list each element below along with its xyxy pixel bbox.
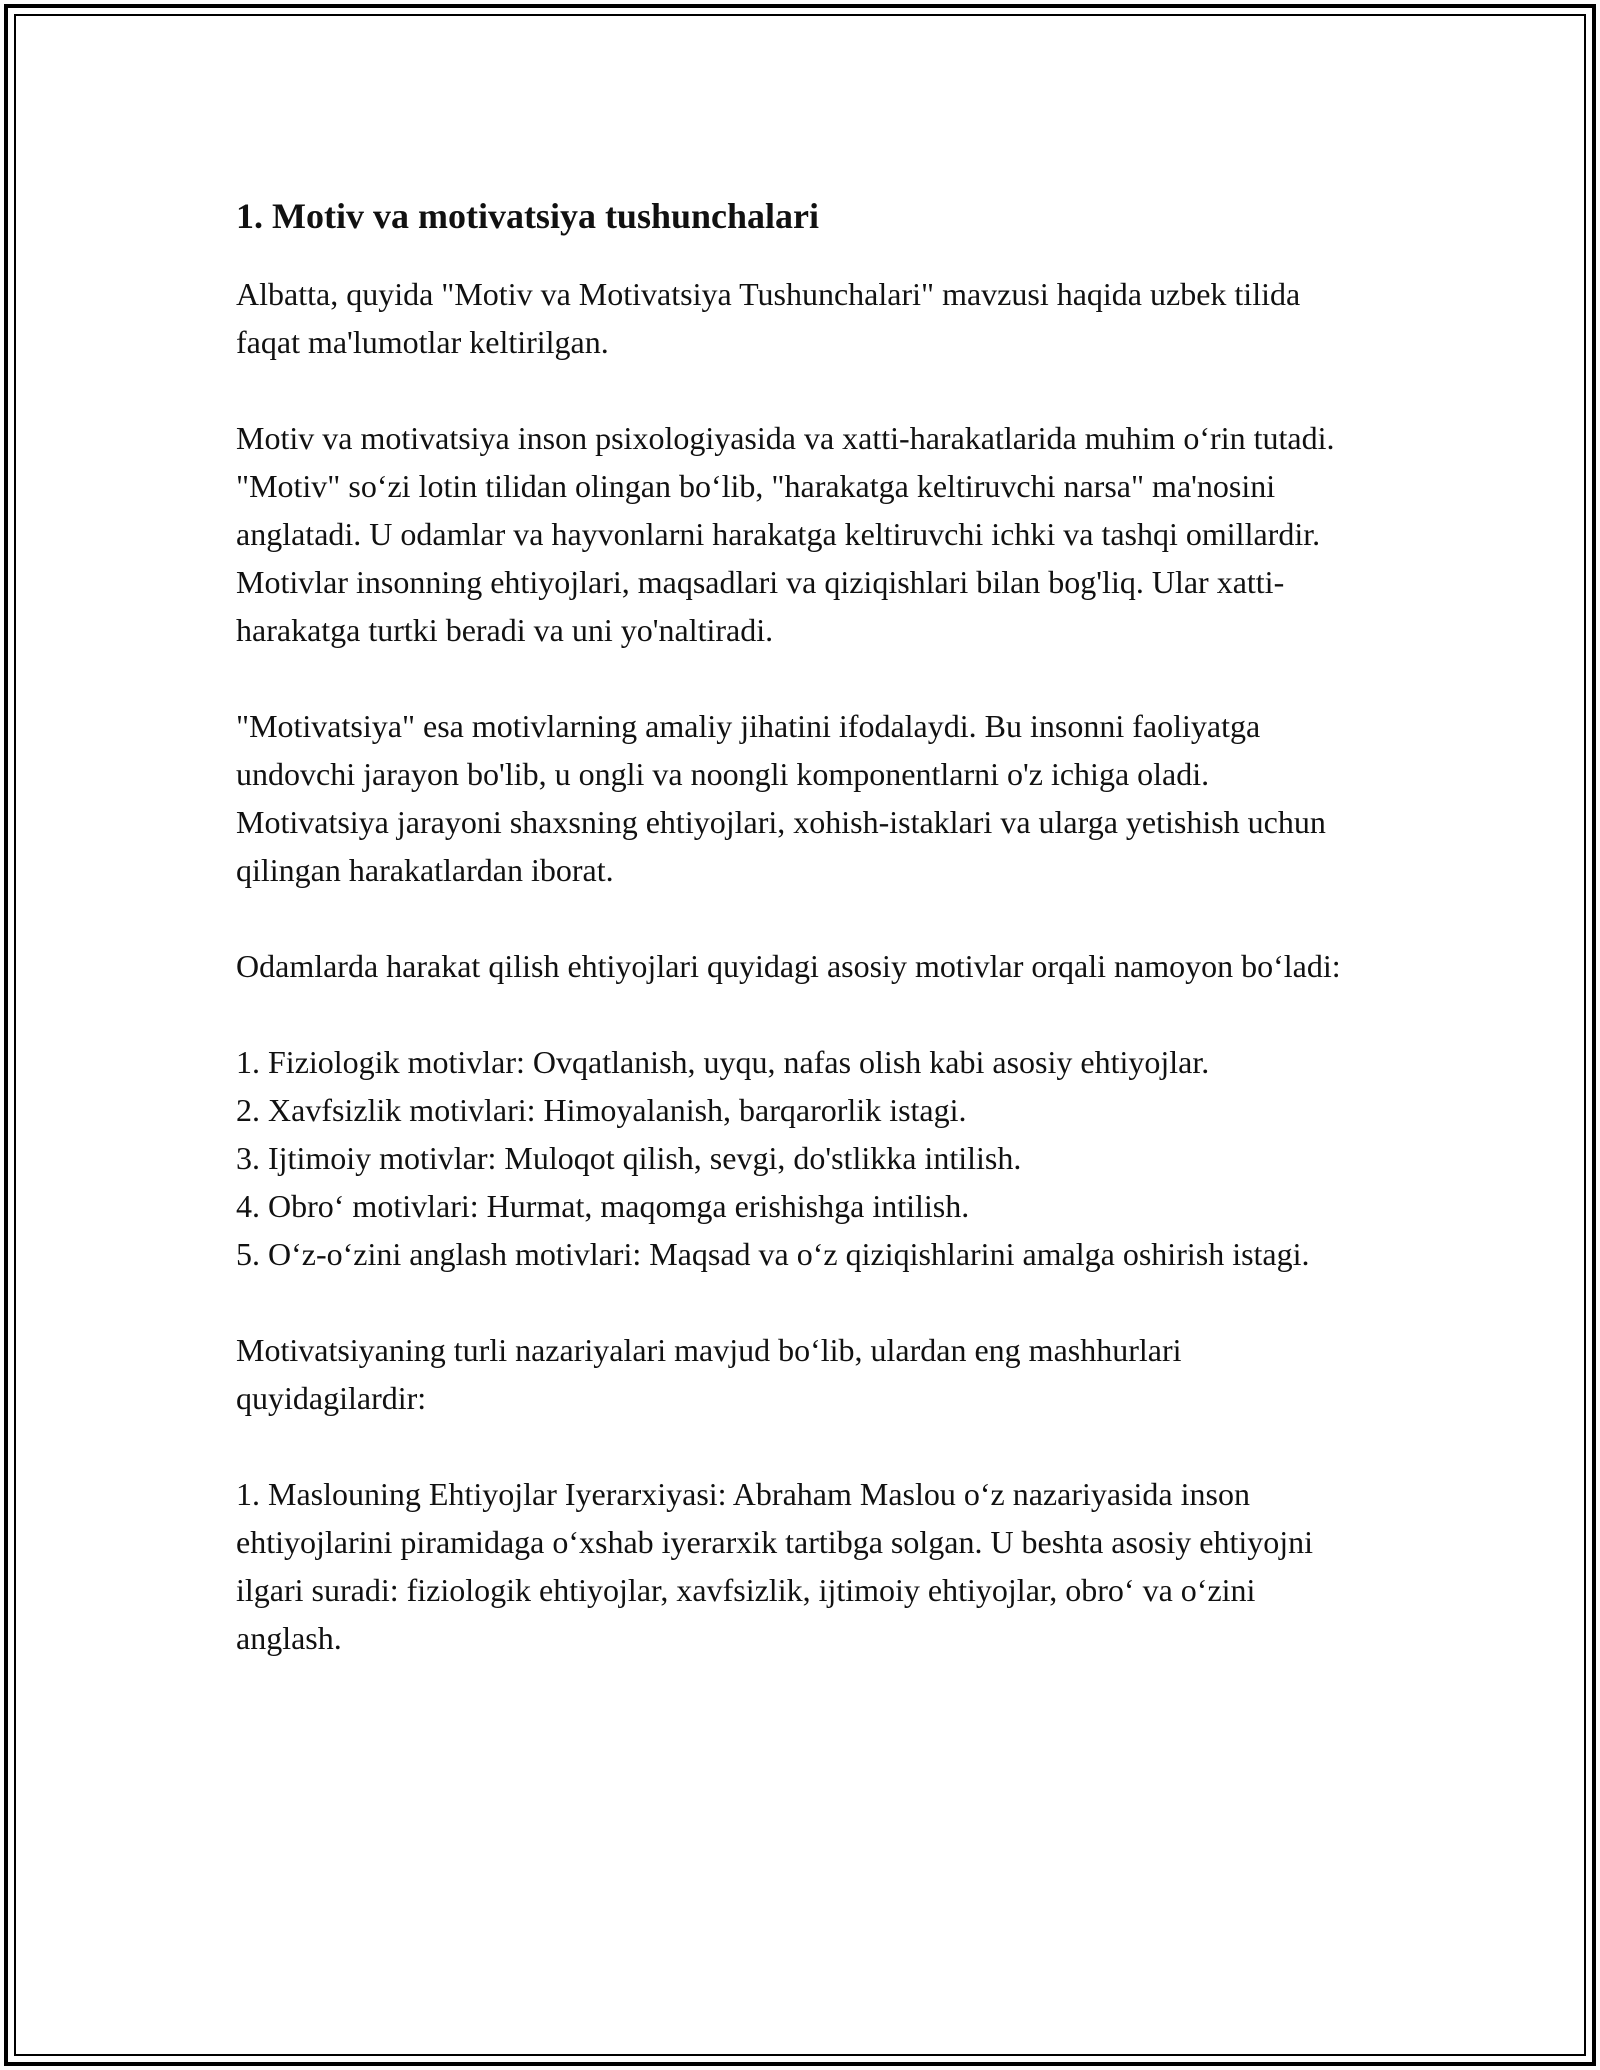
theories-list: [236, 1470, 1366, 1662]
list-item: 1. Fiziologik motivlar: Ovqatlanish, uyqu, nafas olish kabi asosiy ehtiyojlar.: [236, 1044, 1210, 1080]
list-item: 5. O‘z-o‘zini anglash motivlari: Maqsad va o‘z qiziqishlarini amalga oshirish istagi.: [236, 1236, 1310, 1272]
document-body: [236, 188, 1366, 1710]
motives-list: [236, 1038, 1366, 1278]
intro-paragraph: Albatta, quyida "Motiv va Motivatsiya Tushunchalari" mavzusi haqida uzbek tilida faqat ma'lumotlar keltirilgan.: [236, 276, 1301, 360]
motives-intro-paragraph: Odamlarda harakat qilish ehtiyojlari quyidagi asosiy motivlar orqali namoyon bo‘ladi:: [236, 948, 1341, 984]
theories-intro-paragraph: Motivatsiyaning turli nazariyalari mavjud bo‘lib, ulardan eng mashhurlari quyidagilardir:: [236, 1332, 1182, 1416]
list-item: 1. Maslouning Ehtiyojlar Iyerarxiyasi: Abraham Maslou o‘z nazariyasida inson ehtiyojlarini piramidaga o‘xshab iyerarxik tartibga solgan. U beshta asosiy ehtiyojni ilgari suradi: fiziologik ehtiyojlar, xavfsizlik, ijtimoiy ehtiyojlar, obro‘ va o‘zini anglash.: [236, 1476, 1314, 1656]
motivatsiya-definition-paragraph: "Motivatsiya" esa motivlarning amaliy jihatini ifodalaydi. Bu insonni faoliyatga undovchi jarayon bo'lib, u ongli va noongli komponentlarni o'z ichiga oladi. Motivatsiya jarayoni shaxsning ehtiyojlari, xohish-istaklari va ularga yetishish uchun qilingan harakatlardan iborat.: [236, 708, 1326, 888]
list-item: 3. Ijtimoiy motivlar: Muloqot qilish, sevgi, do'stlikka intilish.: [236, 1140, 1022, 1176]
motiv-definition-paragraph: Motiv va motivatsiya inson psixologiyasida va xatti-harakatlarida muhim o‘rin tutadi. "Motiv" so‘zi lotin tilidan olingan bo‘lib, "harakatga keltiruvchi narsa" ma'nosini anglatadi. U odamlar va hayvonlarni harakatga keltiruvchi ichki va tashqi omillardir. Motivlar insonning ehtiyojlari, maqsadlari va qiziqishlari bilan bog'liq. Ular xatti-harakatga turtki beradi va uni yo'naltiradi.: [236, 420, 1335, 648]
section-heading: 1. Motiv va motivatsiya tushunchalari: [236, 196, 820, 236]
list-item: 2. Xavfsizlik motivlari: Himoyalanish, barqarorlik istagi.: [236, 1092, 967, 1128]
list-item: 4. Obro‘ motivlari: Hurmat, maqomga erishishga intilish.: [236, 1188, 970, 1224]
